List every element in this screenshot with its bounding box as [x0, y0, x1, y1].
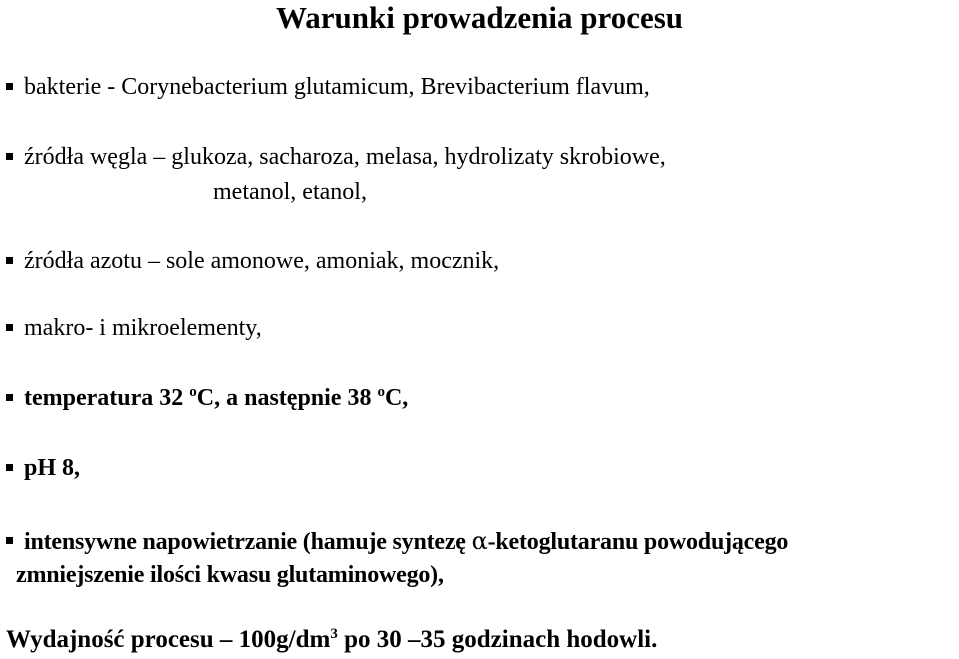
square-bullet-icon [6, 464, 13, 471]
aeration-text: intensywne napowietrzanie (hamuje syntezę [24, 529, 472, 555]
footer-text-continued: po 30 –35 godzinach hodowli. [337, 626, 658, 653]
square-bullet-icon [6, 153, 13, 160]
list-item-aeration-continued: zmniejszenie ilości kwasu glutaminowego), [16, 562, 444, 588]
square-bullet-icon [6, 324, 13, 331]
square-bullet-icon [6, 83, 13, 90]
cubic-superscript: 3 [330, 626, 338, 642]
process-yield-footer [6, 626, 657, 654]
temperature-text-end: C, [384, 385, 409, 411]
degree-superscript: o [377, 384, 385, 400]
list-item-carbon-sources-continued: metanol, etanol, [213, 179, 367, 205]
list-item-ph: pH 8, [24, 455, 81, 481]
temperature-text-continued: C, a następnie 38 [196, 385, 378, 411]
list-item-carbon-sources: źródła węgla – glukoza, sacharoza, melasa, hydrolizaty skrobiowe, [24, 144, 666, 170]
square-bullet-icon [6, 257, 13, 264]
list-item-aeration [24, 527, 788, 556]
list-item-bacteria: bakterie - Corynebacterium glutamicum, Brevibacterium flavum, [24, 74, 650, 100]
square-bullet-icon [6, 537, 13, 544]
alpha-symbol: α [471, 527, 488, 555]
list-item-elements: makro- i mikroelementy, [24, 315, 262, 341]
footer-text: Wydajność procesu – 100g/dm [6, 626, 331, 653]
degree-superscript: o [189, 384, 197, 400]
temperature-text: temperatura 32 [24, 385, 190, 411]
page-title: Warunki prowadzenia procesu [275, 0, 684, 35]
list-item-temperature [24, 384, 408, 412]
aeration-text-continued: -ketoglutaranu powodującego [487, 529, 789, 555]
list-item-nitrogen-sources: źródła azotu – sole amonowe, amoniak, mocznik, [24, 248, 500, 274]
square-bullet-icon [6, 394, 13, 401]
